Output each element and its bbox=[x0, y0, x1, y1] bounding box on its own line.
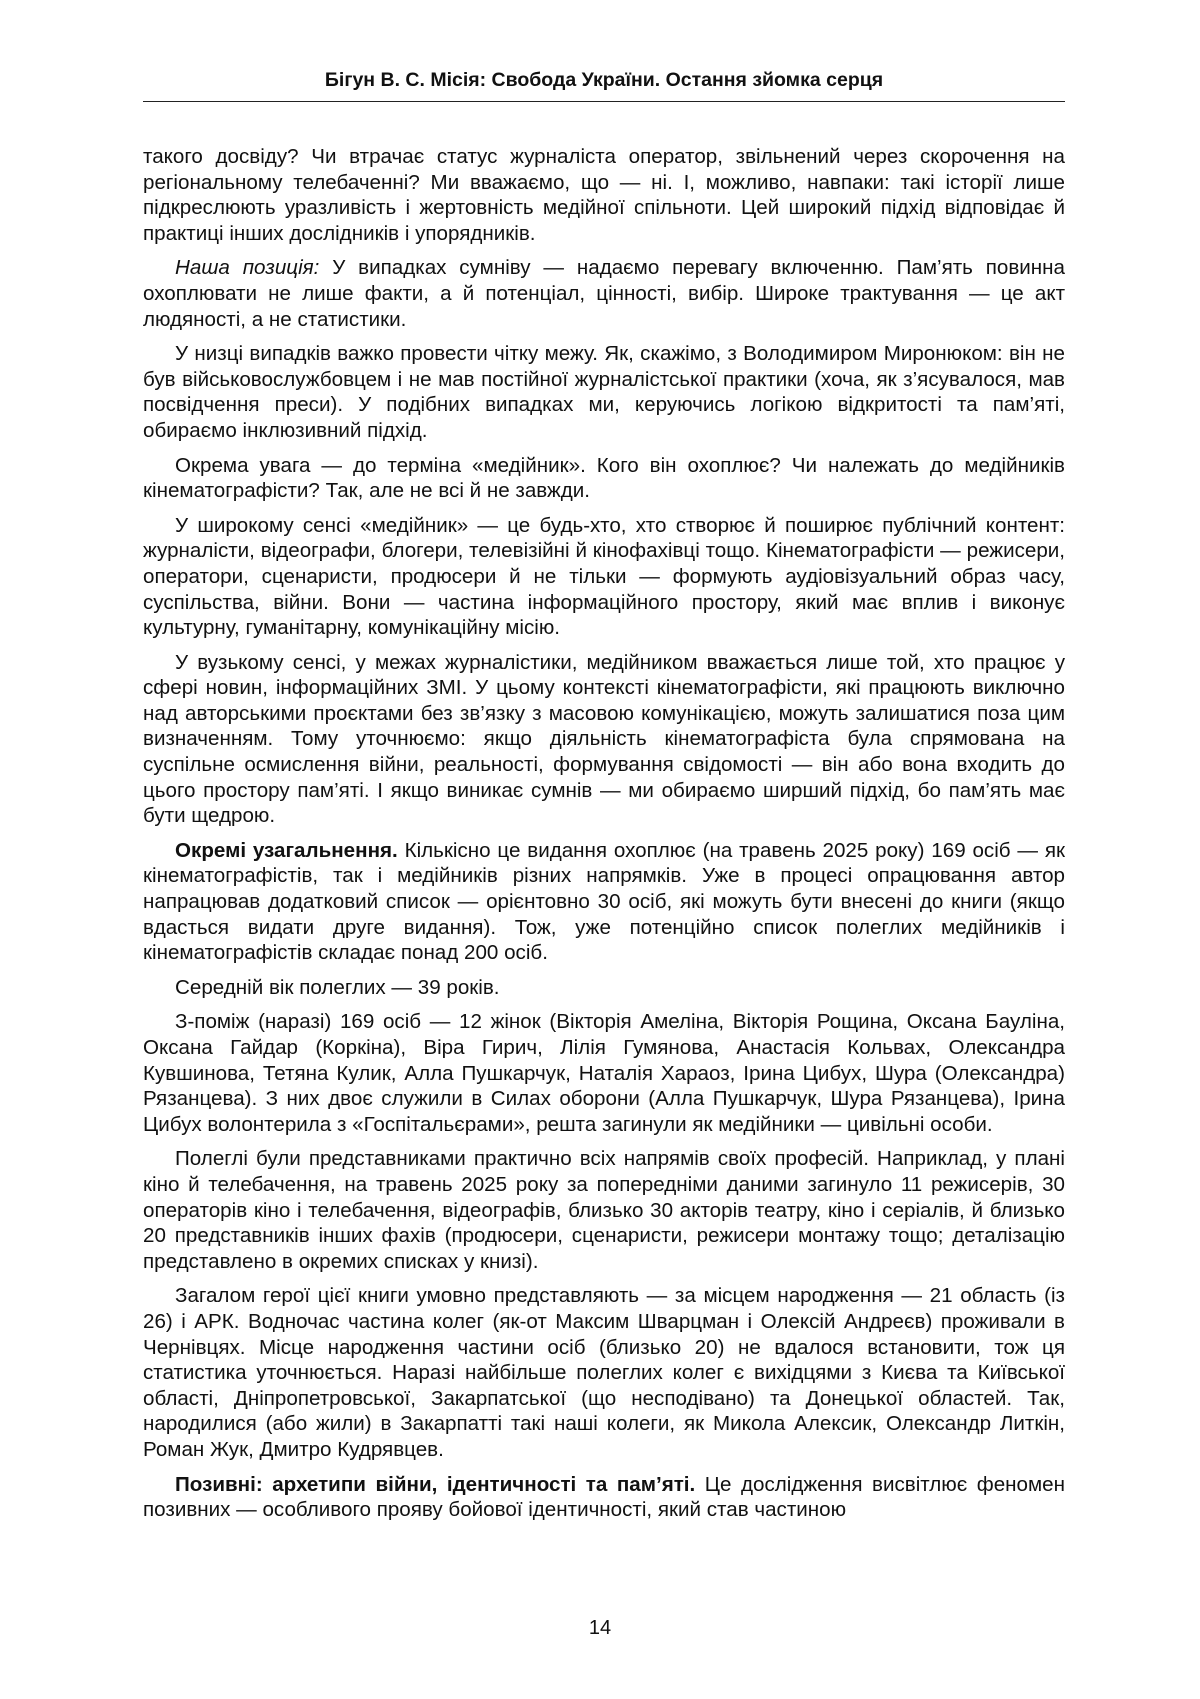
paragraph-lead-generalizations: Окремі узагальнення. bbox=[175, 838, 398, 862]
running-header: Бігун В. С. Місія: Свобода України. Остання зйомка серця bbox=[143, 68, 1065, 102]
paragraph-4 bbox=[143, 453, 1065, 504]
paragraph-3 bbox=[143, 341, 1065, 443]
paragraph-11-text: Загалом герої цієї книги умовно представляють — за місцем народження — 21 область (із 26) і АРК. Водночас частина колег (як-от Максим Шварцман і Олексій Андреєв) проживали в Чернівцях. Місце народження частини осіб (близько 20) не вдалося встановити, тож ця статистика уточнюється. Наразі найбільше полеглих колег є вихідцями з Києва та Київської області, Дніпропетровської, Закарпатської (що несподівано) та Донецької областей. Так, народилися (або жили) в Закарпатті такі наші колеги, як Микола Алексик, Олександр Литкін, Роман Жук, Дмитро Кудрявцев. bbox=[143, 1284, 1065, 1461]
paragraph-3-text: У низці випадків важко провести чітку межу. Як, скажімо, з Володимиром Миронюком: він не був військовослужбовцем і не мав постійної журналістської практики (хоча, як з’ясувалося, мав посвідчення преси). У подібних випадках ми, керуючись логікою відкритості та пам’яті, обираємо інклюзивний підхід. bbox=[143, 342, 1065, 442]
paragraph-1-text: такого досвіду? Чи втрачає статус журналіста оператор, звільнений через скорочення на регіональному телебаченні? Ми вважаємо, що — ні. І, можливо, навпаки: такі історії лише підкреслюють уразливість і жертовність медійної спільноти. Цей широкий підхід відповідає й практиці інших дослідників і упорядників. bbox=[143, 145, 1065, 245]
paragraph-lead-our-position: Наша позиція: bbox=[175, 256, 320, 280]
paragraph-10 bbox=[143, 1146, 1065, 1274]
paragraph-5-text: У широкому сенсі «медійник» — це будь-хто, хто створює й поширює публічний контент: журналісти, відеографи, блогери, телевізійні й кінофахівці тощо. Кінематографісти — режисери, оператори, сценаристи, продюсери й не тільки — формують аудіовізуальний образ часу, суспільства, війни. Вони — частина інформаційного простору, який має вплив і виконує культурну, гуманітарну, комунікаційну місію. bbox=[143, 513, 1065, 640]
paragraph-5 bbox=[143, 513, 1065, 641]
paragraph-8-text: Середній вік полеглих — 39 років. bbox=[175, 975, 500, 999]
paragraph-callsigns bbox=[143, 1472, 1065, 1523]
paragraph-9 bbox=[143, 1009, 1065, 1137]
paragraph-12-text: Це дослідження висвітлює феномен позивних — особливого прояву бойової ідентичності, який став частиною bbox=[143, 1472, 1065, 1522]
paragraph-10-text: Полеглі були представниками практично всіх напрямів своїх професій. Наприклад, у плані кіно й телебачення, на травень 2025 року за попередніми даними загинуло 11 режисерів, 30 операторів кіно і телебачення, відеографів, близько 30 акторів театру, кіно і серіалів, й близько 20 представників інших фахів (продюсери, сценаристи, режисери монтажу тощо; деталізацію представлено в окремих списках у книзі). bbox=[143, 1147, 1065, 1273]
paragraph-2-text: У випадках сумніву — надаємо перевагу включенню. Пам’ять повинна охоплювати не лише факти, а й потенціал, цінності, вибір. Широке трактування — це акт людяності, а не статистики. bbox=[143, 256, 1066, 331]
paragraph-6 bbox=[143, 650, 1065, 829]
paragraph-lead-callsigns: Позивні: архетипи війни, ідентичності та пам’яті. bbox=[175, 1472, 696, 1496]
paragraph-8 bbox=[143, 975, 1065, 1001]
body-text bbox=[143, 144, 1065, 1523]
paragraph-generalizations bbox=[143, 838, 1065, 966]
paragraph-1 bbox=[143, 144, 1065, 246]
paragraph-11 bbox=[143, 1283, 1065, 1462]
paragraph-9-text: З-поміж (наразі) 169 осіб — 12 жінок (Вікторія Амеліна, Вікторія Рощина, Оксана Бауліна, Оксана Гайдар (Коркіна), Віра Гирич, Лілія Гумянова, Анастасія Кольвах, Олександра Кувшинова, Тетяна Кулик, Алла Пушкарчук, Наталія Хараоз, Ірина Цибух, Шура (Олександра) Рязанцева). З них двоє служили в Силах оборони (Алла Пушкарчук, Шура Рязанцева), Ірина Цибух волонтерила з «Госпітальєрами», решта загинули як медійники — цивільні особи. bbox=[143, 1010, 1065, 1136]
paragraph-7-text: Кількісно це видання охоплює (на травень 2025 року) 169 осіб — як кінематографістів, так і медійників різних напрямків. Уже в процесі опрацювання автор напрацював додатковий список — орієнтовно 30 осіб, які можуть бути внесені до книги (якщо вдасться видати друге видання). Тож, уже потенційно список полеглих медійників і кінематографістів складає понад 200 осіб. bbox=[143, 838, 1065, 965]
paragraph-4-text: Окрема увага — до терміна «медійник». Кого він охоплює? Чи належать до медійників кінематографісти? Так, але не всі й не завжди. bbox=[143, 453, 1065, 503]
paragraph-6-text: У вузькому сенсі, у межах журналістики, медійником вважається лише той, хто працює у сфері новин, інформаційних ЗМІ. У цьому контексті кінематографісти, які працюють виключно над авторськими проєктами без зв’язку з масовою комунікацією, можуть залишатися поза цим визначенням. Тому уточнюємо: якщо діяльність кінематографіста була спрямована на суспільне осмислення війни, реальності, формування свідомості — він або вона входить до цього простору пам’яті. І якщо виникає сумнів — ми обираємо ширший підхід, бо пам’ять має бути щедрою. bbox=[143, 650, 1065, 828]
paragraph-our-position bbox=[143, 255, 1065, 332]
page-number: 14 bbox=[588, 1617, 612, 1639]
